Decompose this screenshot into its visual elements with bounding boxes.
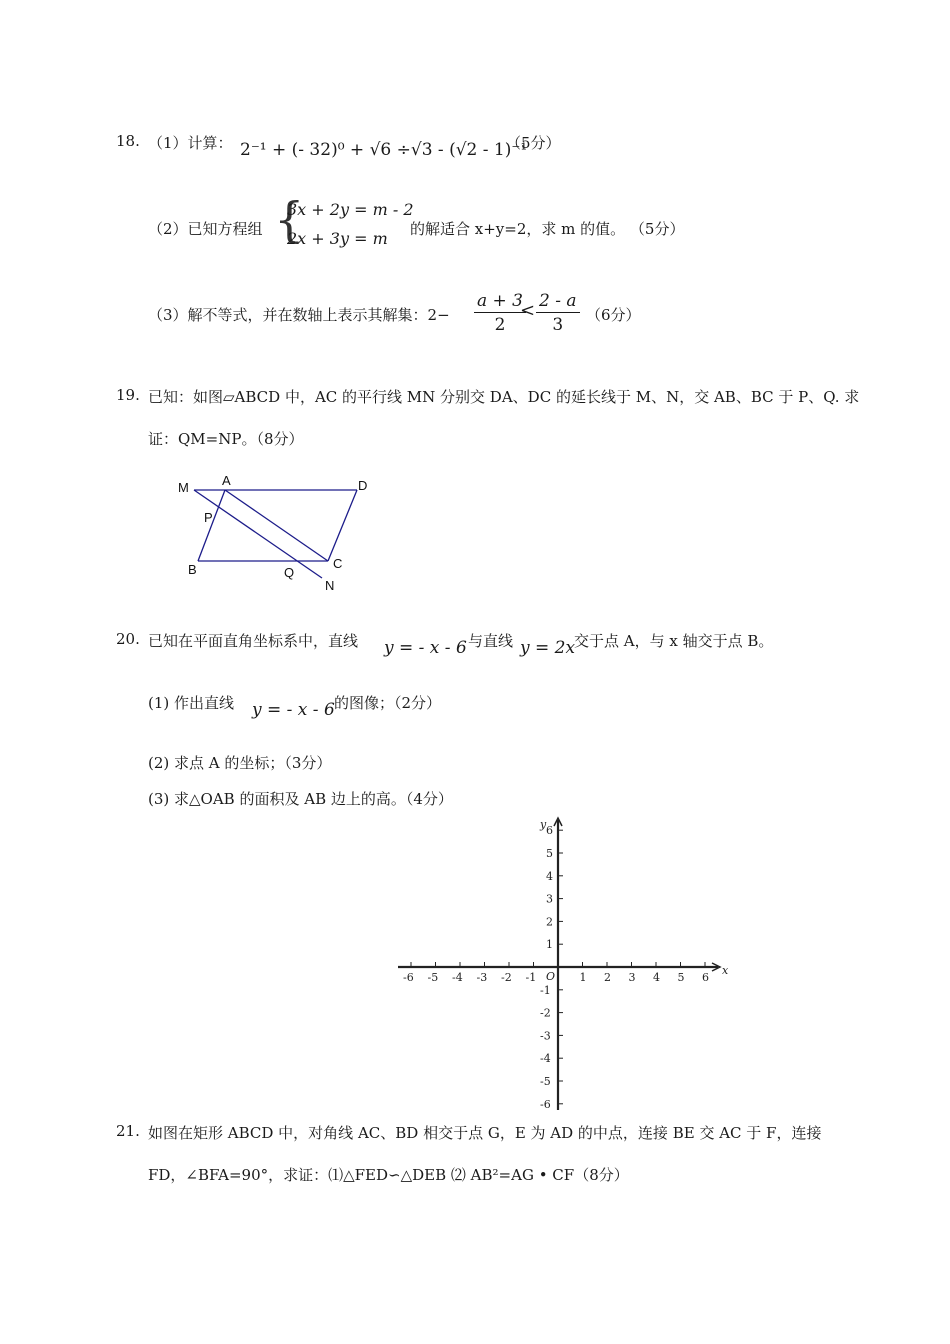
- q18-fraction-1: [474, 290, 526, 337]
- system-brace: {: [274, 192, 305, 248]
- y-tick-label: 3: [546, 892, 553, 906]
- q18-part1-score: （5分）: [506, 134, 561, 152]
- q18-part3-label: （3）解不等式，并在数轴上表示其解集：2−: [148, 306, 450, 324]
- y-tick-label: -2: [540, 1006, 551, 1020]
- q18-fraction-2-numerator: 2 - a: [536, 290, 580, 313]
- y-axis-label: y: [540, 818, 547, 831]
- q20-part1-expression: y = - x - 6: [252, 700, 335, 720]
- q21-text-line1: 如图在矩形 ABCD 中，对角线 AC、BD 相交于点 G，E 为 AD 的中点，连接 BE 交 AC 于 F，连接: [148, 1124, 822, 1142]
- x-tick-label: 1: [579, 971, 587, 984]
- origin-label: O: [546, 970, 556, 983]
- diagonal-AC: [225, 490, 328, 561]
- y-tick-label: -5: [540, 1075, 551, 1088]
- q20-intro-b: 与直线: [468, 632, 514, 650]
- q18-fraction-2: [536, 290, 580, 337]
- x-tick-label: -2: [501, 971, 512, 984]
- y-tick-label: -4: [540, 1052, 551, 1066]
- q20-part2: (2) 求点 A 的坐标；（3分）: [148, 754, 332, 772]
- segment-DC: [328, 490, 357, 561]
- label-M: M: [178, 480, 189, 495]
- q18-equation-2: 2x + 3y = m: [287, 229, 388, 248]
- q20-line1-expression: y = - x - 6: [384, 638, 467, 658]
- x-tick-label: 4: [653, 971, 660, 984]
- q19-text-line2: 证：QM=NP。（8分）: [148, 430, 304, 448]
- coordinate-axes: [390, 812, 740, 1118]
- y-tick-label: 6: [546, 824, 553, 838]
- q20-intro-a: 已知在平面直角坐标系中，直线: [148, 632, 359, 650]
- label-C: C: [333, 556, 343, 571]
- x-tick-label: -6: [403, 971, 414, 984]
- x-tick-label: 2: [604, 971, 611, 984]
- q18-fraction-1-numerator: a + 3: [474, 290, 526, 313]
- q20-intro-c: 交于点 A，与 x 轴交于点 B。: [574, 632, 774, 650]
- q18-part3-score: （6分）: [586, 306, 641, 324]
- y-tick-label: -6: [540, 1097, 551, 1111]
- q18-part2-label: （2）已知方程组: [148, 220, 263, 238]
- label-D: D: [358, 478, 368, 493]
- y-tick-label: -3: [540, 1029, 551, 1043]
- q20-part3: (3) 求△OAB 的面积及 AB 边上的高。（4分）: [148, 790, 453, 808]
- y-tick-label: 1: [546, 938, 553, 952]
- y-tick-label: 4: [546, 869, 553, 883]
- x-tick-label: 6: [702, 971, 709, 984]
- line-MN: [194, 490, 322, 578]
- y-tick-label: 5: [546, 847, 553, 860]
- q19-text-line1: 已知：如图▱ABCD 中，AC 的平行线 MN 分别交 DA、DC 的延长线于 M、N，交 AB、BC 于 P、Q. 求: [148, 388, 860, 406]
- label-N: N: [325, 578, 335, 593]
- q19-number: 19.: [116, 386, 140, 404]
- q18-fraction-2-denominator: 3: [552, 315, 564, 335]
- q18-part1-expression: 2⁻¹ + (- 32)⁰ + √6 ÷√3 - (√2 - 1)⁻¹: [240, 140, 528, 160]
- x-tick-label: -3: [476, 971, 488, 984]
- q21-text-line2: FD，∠BFA=90°，求证：⑴△FED∽△DEB ⑵ AB²=AG • CF（8分）: [148, 1166, 629, 1184]
- x-tick-label: -5: [427, 971, 439, 984]
- q18-less-than: <: [520, 300, 536, 321]
- x-tick-label: 3: [628, 971, 636, 984]
- q20-part1-a: (1) 作出直线: [148, 694, 235, 712]
- q20-part1-b: 的图像；（2分）: [334, 694, 442, 712]
- label-B: B: [188, 562, 197, 577]
- q18-part2-text: 的解适合 x+y=2，求 m 的值。 （5分）: [410, 220, 685, 238]
- y-tick-label: 2: [546, 915, 553, 929]
- segment-BA: [198, 490, 225, 561]
- q18-part1-label: （1）计算：: [148, 134, 233, 152]
- q18-number: 18.: [116, 132, 140, 150]
- x-tick-label: 5: [677, 971, 685, 984]
- x-tick-label: -4: [452, 971, 463, 984]
- y-tick-label: -1: [540, 983, 551, 997]
- x-axis-label: x: [722, 964, 729, 977]
- q18-equation-1: 3x + 2y = m - 2: [287, 200, 414, 219]
- q20-line2-expression: y = 2x: [520, 638, 576, 658]
- parallelogram-figure: [170, 470, 390, 600]
- q18-fraction-1-denominator: 2: [494, 315, 506, 335]
- q20-number: 20.: [116, 630, 140, 648]
- label-A: A: [222, 473, 231, 488]
- label-P: P: [204, 510, 213, 525]
- label-Q: Q: [284, 565, 295, 580]
- q21-number: 21.: [116, 1122, 140, 1140]
- x-tick-label: -1: [525, 971, 537, 984]
